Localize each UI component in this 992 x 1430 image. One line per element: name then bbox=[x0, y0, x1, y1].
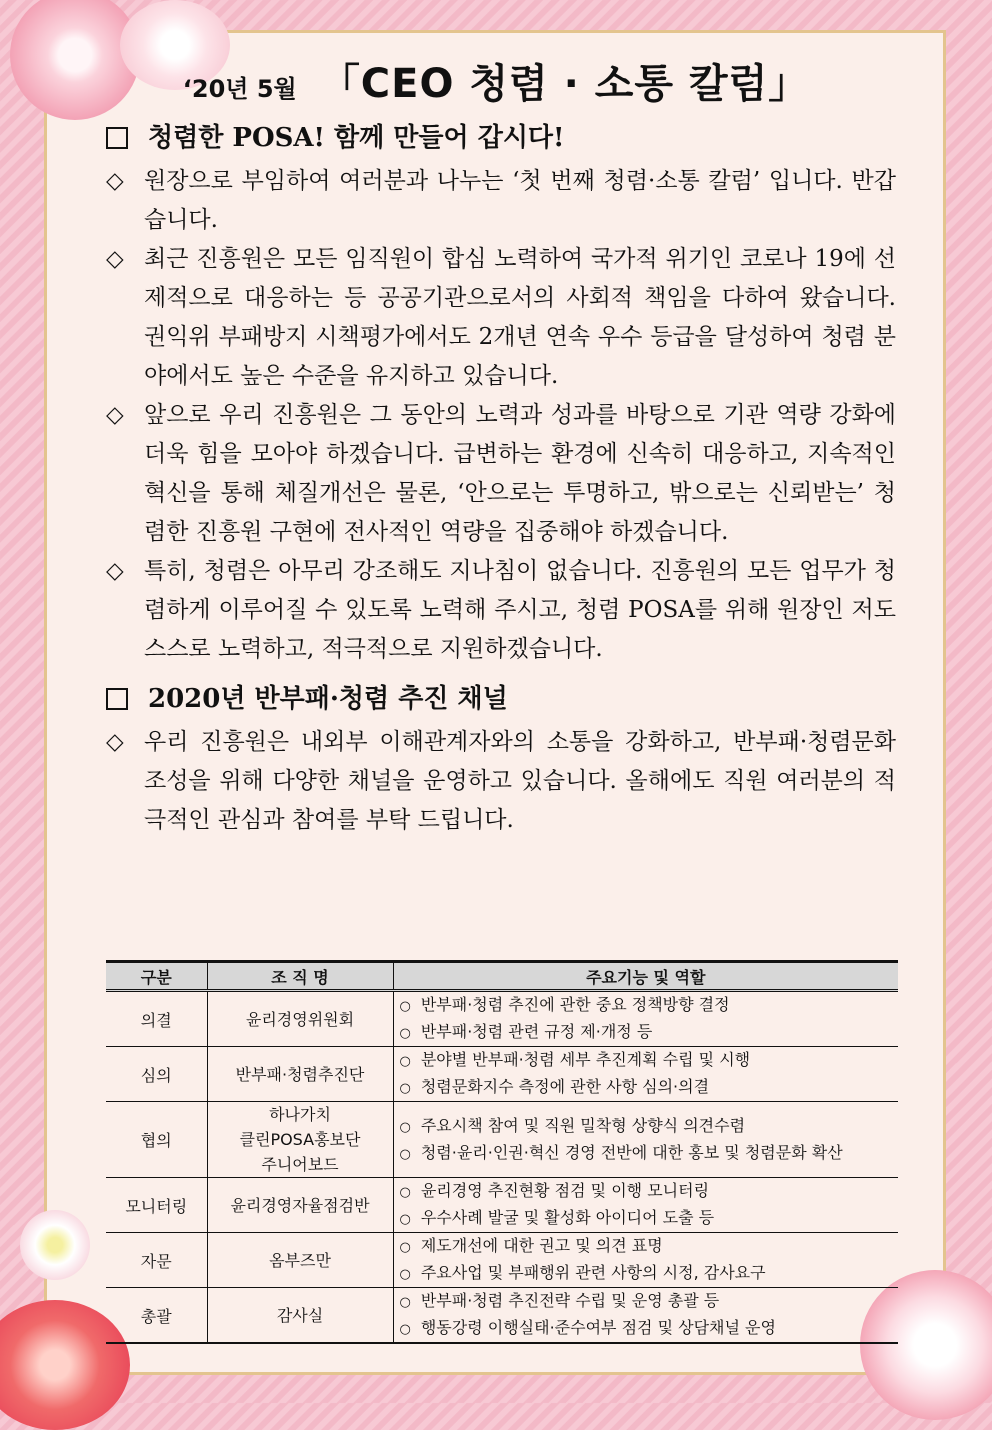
circle-bullet-icon: ○ bbox=[399, 1212, 411, 1227]
role-text: 행동강령 이행실태·준수여부 점검 및 상담채널 운영 bbox=[420, 1318, 776, 1337]
role-text: 주요시책 참여 및 직원 밀착형 상향식 의견수렴 bbox=[420, 1115, 746, 1135]
table-header-row bbox=[106, 962, 898, 991]
cell-organization: 윤리경영위원회 bbox=[207, 991, 393, 1047]
circle-bullet-icon: ○ bbox=[399, 1240, 411, 1255]
role-item bbox=[400, 1315, 893, 1342]
paragraph-text: 우리 진흥원은 내외부 이해관계자와의 소통을 강화하고, 반부패·청렴문화 조성을 위해 다양한 채널을 운영하고 있습니다. 올해에도 직원 여러분의 적극적인 관심과 참여를 부탁 드립니다. bbox=[144, 729, 896, 833]
circle-bullet-icon: ○ bbox=[399, 1295, 411, 1310]
diamond-icon: ◇ bbox=[106, 558, 124, 584]
table-row bbox=[106, 1288, 898, 1344]
cell-organization: 옴부즈만 bbox=[207, 1233, 393, 1288]
paragraph bbox=[106, 723, 896, 840]
role-item bbox=[400, 1178, 893, 1205]
table-row bbox=[106, 1233, 898, 1288]
circle-bullet-icon: ○ bbox=[399, 1054, 411, 1069]
role-item bbox=[400, 1140, 893, 1167]
paragraph-text: 앞으로 우리 진흥원은 그 동안의 노력과 성과를 바탕으로 기관 역량 강화에 더욱 힘을 모아야 하겠습니다. 급변하는 환경에 신속히 대응하고, 지속적인 혁신을 통해 체질개선은 물론, ‘안으로는 투명하고, 밖으로는 신뢰받는’ 청렴한 진흥원 구현에 전사적인 역량을 집중해야 하겠습니다. bbox=[144, 402, 896, 545]
circle-bullet-icon: ○ bbox=[399, 1267, 411, 1282]
circle-bullet-icon: ○ bbox=[399, 1026, 411, 1041]
table-row bbox=[106, 1047, 898, 1102]
cell-roles bbox=[393, 1047, 898, 1102]
cell-roles bbox=[393, 1102, 898, 1178]
role-item bbox=[400, 1019, 893, 1046]
title-text: 「CEO 청렴 · 소통 칼럼」 bbox=[319, 61, 810, 107]
channel-table bbox=[106, 960, 898, 1344]
role-text: 반부패·청렴 추진에 관한 중요 정책방향 결정 bbox=[420, 995, 730, 1014]
paragraph-text: 최근 진흥원은 모든 임직원이 합심 노력하여 국가적 위기인 코로나 19에 선제적으로 대응하는 등 공공기관으로서의 사회적 책임을 다하여 왔습니다. 권익위 부패방지 시책평가에서도 2개년 연속 우수 등급을 달성하여 청렴 분야에서도 높은 수준을 유지하고 있습니다. bbox=[144, 246, 896, 389]
role-text: 분야별 반부패·청렴 세부 추진계획 수립 및 시행 bbox=[420, 1050, 751, 1069]
cell-category: 모니터링 bbox=[106, 1178, 207, 1233]
column-body bbox=[106, 118, 896, 840]
section1-heading bbox=[106, 118, 896, 158]
flower-decoration bbox=[20, 1210, 90, 1280]
column-header: 주요기능 및 역할 bbox=[393, 962, 898, 991]
cell-roles bbox=[393, 991, 898, 1047]
circle-bullet-icon: ○ bbox=[399, 1322, 411, 1337]
role-item bbox=[400, 1074, 893, 1101]
diamond-icon: ◇ bbox=[106, 402, 124, 428]
cell-category: 자문 bbox=[106, 1233, 207, 1288]
circle-bullet-icon: ○ bbox=[399, 1081, 411, 1096]
role-item bbox=[400, 1288, 893, 1315]
paragraph bbox=[106, 552, 896, 669]
title-date: ‘20년 5월 bbox=[182, 75, 297, 103]
paragraph bbox=[106, 396, 896, 552]
checkbox-icon bbox=[106, 127, 128, 149]
circle-bullet-icon: ○ bbox=[399, 1185, 411, 1200]
role-item bbox=[400, 1260, 893, 1287]
cell-organization: 윤리경영자율점검반 bbox=[207, 1178, 393, 1233]
role-item bbox=[400, 1233, 893, 1260]
table-row bbox=[106, 1102, 898, 1178]
checkbox-icon bbox=[106, 688, 128, 710]
role-text: 제도개선에 대한 권고 및 의견 표명 bbox=[420, 1236, 663, 1255]
role-text: 반부패·청렴 관련 규정 제·개정 등 bbox=[420, 1022, 653, 1041]
role-text: 윤리경영 추진현황 점검 및 이행 모니터링 bbox=[420, 1181, 710, 1200]
cell-category: 심의 bbox=[106, 1047, 207, 1102]
cell-category: 총괄 bbox=[106, 1288, 207, 1344]
role-text: 주요사업 및 부패행위 관련 사항의 시정, 감사요구 bbox=[420, 1263, 766, 1282]
table-row bbox=[106, 1178, 898, 1233]
cell-organization: 하나가치 클린POSA홍보단 주니어보드 bbox=[207, 1102, 393, 1178]
cell-category: 의결 bbox=[106, 991, 207, 1047]
circle-bullet-icon: ○ bbox=[399, 1119, 411, 1135]
cell-roles bbox=[393, 1288, 898, 1344]
role-item bbox=[400, 992, 893, 1019]
diamond-icon: ◇ bbox=[106, 246, 124, 272]
cell-roles bbox=[393, 1233, 898, 1288]
role-text: 청렴문화지수 측정에 관한 사항 심의·의결 bbox=[420, 1077, 710, 1096]
cell-organization: 반부패·청렴추진단 bbox=[207, 1047, 393, 1102]
cell-roles bbox=[393, 1178, 898, 1233]
paragraph bbox=[106, 162, 896, 240]
section2-heading-text: 2020년 반부패·청렴 추진 채널 bbox=[148, 684, 508, 714]
role-text: 반부패·청렴 추진전략 수립 및 운영 총괄 등 bbox=[420, 1291, 720, 1310]
role-item bbox=[400, 1047, 893, 1074]
role-item bbox=[400, 1113, 893, 1140]
column-header: 구분 bbox=[106, 962, 207, 991]
paragraph-text: 특히, 청렴은 아무리 강조해도 지나침이 없습니다. 진흥원의 모든 업무가 청렴하게 이루어질 수 있도록 노력해 주시고, 청렴 POSA를 위해 원장인 저도 스스로 노력하고, 적극적으로 지원하겠습니다. bbox=[144, 558, 896, 662]
diamond-icon: ◇ bbox=[106, 168, 124, 194]
circle-bullet-icon: ○ bbox=[399, 999, 411, 1014]
column-header: 조 직 명 bbox=[207, 962, 393, 991]
paragraph bbox=[106, 240, 896, 396]
table-row bbox=[106, 991, 898, 1047]
role-text: 청렴·윤리·인권·혁신 경영 전반에 대한 홍보 및 청렴문화 확산 bbox=[420, 1142, 843, 1162]
diamond-icon: ◇ bbox=[106, 729, 124, 755]
cell-organization: 감사실 bbox=[207, 1288, 393, 1344]
role-text: 우수사례 발굴 및 활성화 아이디어 도출 등 bbox=[420, 1208, 715, 1227]
cell-category: 협의 bbox=[106, 1102, 207, 1178]
paragraph-text: 원장으로 부임하여 여러분과 나누는 ‘첫 번째 청렴·소통 칼럼’ 입니다. 반갑습니다. bbox=[144, 168, 896, 233]
section2-heading bbox=[106, 679, 896, 719]
circle-bullet-icon: ○ bbox=[399, 1146, 411, 1162]
page-title bbox=[0, 52, 992, 109]
role-item bbox=[400, 1205, 893, 1232]
section1-heading-text: 청렴한 POSA! 함께 만들어 갑시다! bbox=[148, 123, 565, 153]
